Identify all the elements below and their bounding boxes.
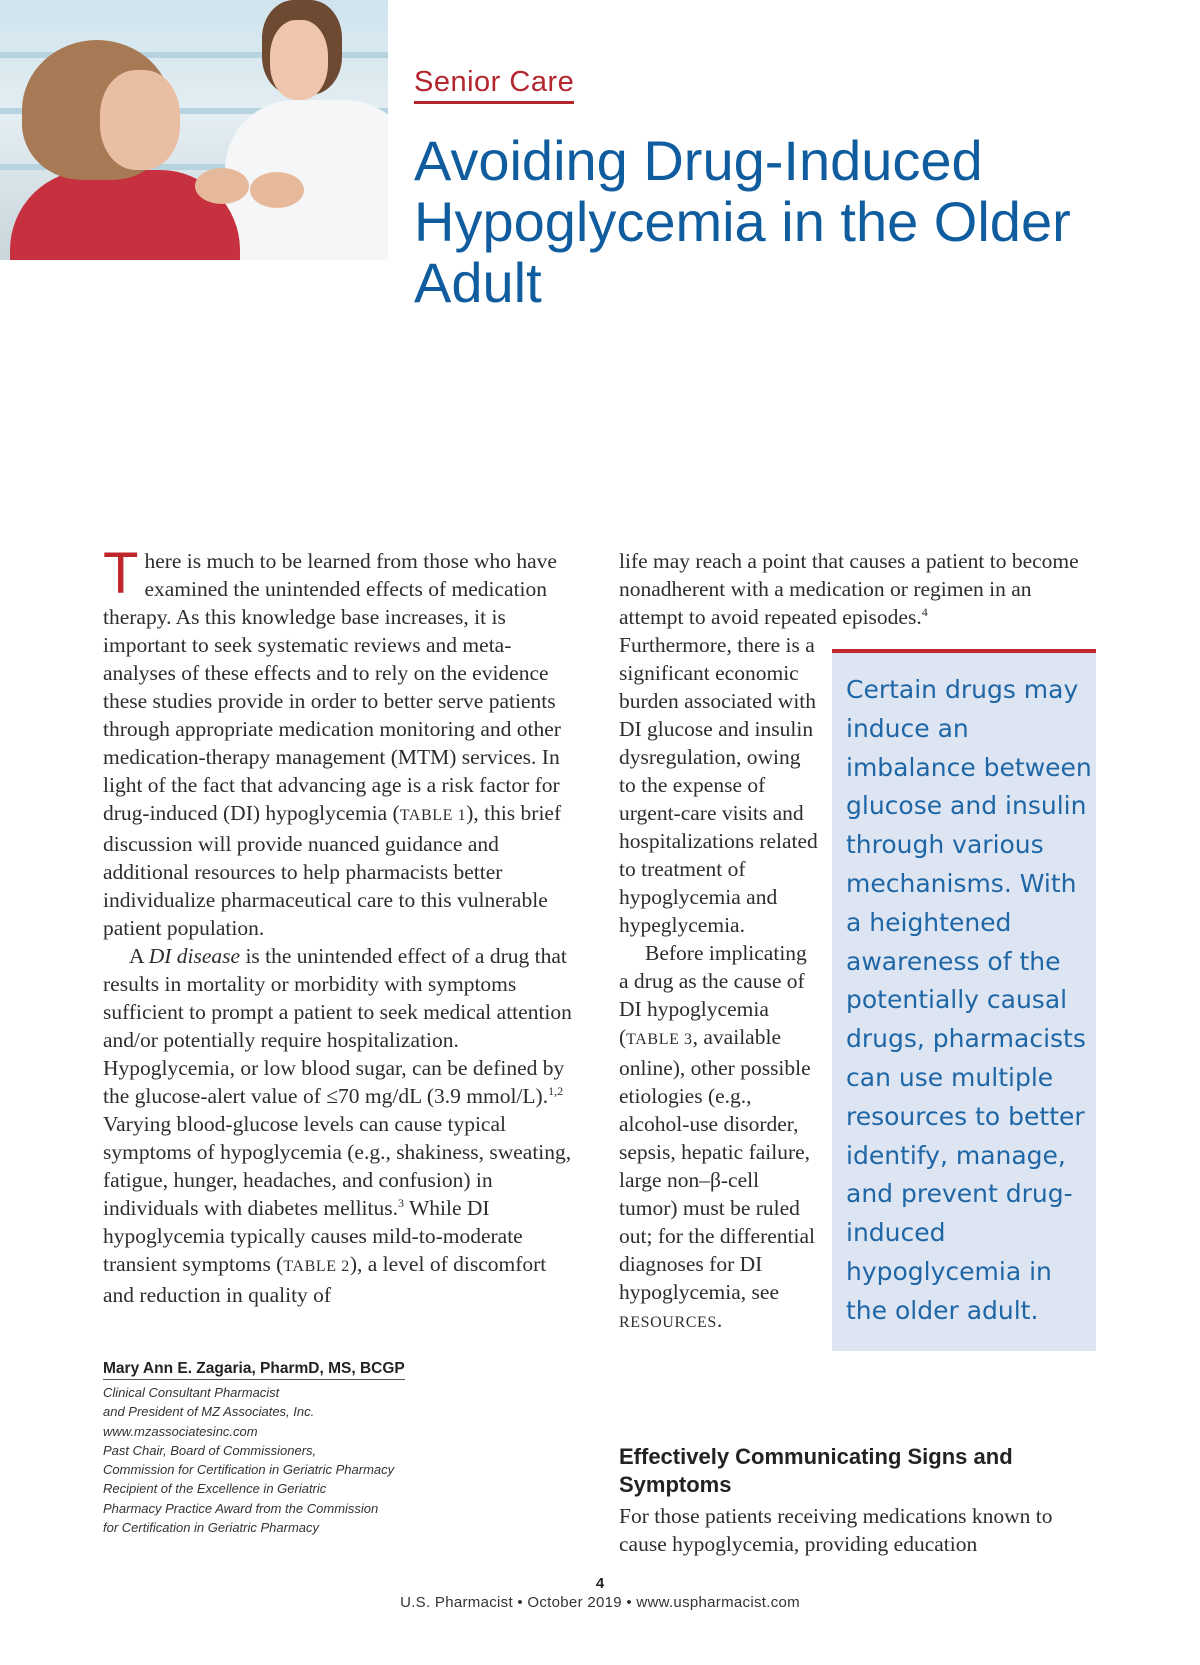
paragraph-text: While DI hypoglycemia typically causes mild-to-moderate transient symptoms ( bbox=[103, 1196, 523, 1276]
body-paragraph bbox=[619, 939, 821, 1337]
citation-ref: 3 bbox=[398, 1196, 404, 1210]
paragraph-text: , available online), other possible etiologies (e.g., alcohol-use disorder, sepsis, hepatic failure, large non–β-cell tumor) must be ruled out; for the differential diagnoses for DI hypoglycemia, see bbox=[619, 1025, 816, 1304]
table-ref: TABLE 2 bbox=[283, 1258, 350, 1275]
author-credential: Clinical Consultant Pharmacist bbox=[103, 1385, 280, 1400]
author-block bbox=[103, 1360, 433, 1537]
body-paragraph bbox=[619, 547, 1079, 939]
citation-ref: 1,2 bbox=[548, 1084, 564, 1098]
paragraph-text: Furthermore, there is a significant economic burden associated with DI glucose and insulin dysregulation, owing to the expense of urgent-care visits and hospitalizations related to treatment of hypoglycemia and hypeglycemia. bbox=[619, 633, 818, 937]
paragraph-text: A bbox=[129, 944, 149, 968]
body-column-left bbox=[103, 541, 581, 1309]
author-credential: Commission for Certification in Geriatric Pharmacy bbox=[103, 1462, 395, 1478]
paragraph-text: Varying blood-glucose levels can cause typical symptoms of hypoglycemia (e.g., shakiness, sweating, fatigue, hunger, headaches, and confusion) in individuals with diabetes mellitus. bbox=[103, 1112, 572, 1220]
table-ref: TABLE 3 bbox=[626, 1031, 693, 1048]
paragraph-text: here is much to be learned from those who have examined the unintended effects of medication therapy. As this knowledge base increases, it is important to seek systematic reviews and meta-analyses of these effects and to rely on the evidence these studies provide in order to better serve patients through appropriate medication monitoring and other medication-therapy management (MTM) services. In light of the fact that advancing age is a risk factor for drug-induced (DI) hypoglycemia ( bbox=[103, 549, 561, 825]
resources-ref: RESOURCES bbox=[619, 1314, 717, 1331]
subsection-lead-text: For those patients receiving medications known to cause hypoglycemia, providing education bbox=[619, 1504, 1053, 1556]
author-credential: for Certification in Geriatric Pharmacy bbox=[103, 1520, 320, 1536]
pharmacist-coat bbox=[225, 100, 388, 260]
table-ref: TABLE 1 bbox=[399, 807, 467, 824]
paragraph-text: is the unintended effect of a drug that results in mortality or morbidity with symptoms sufficient to prompt a patient to seek medical attention and/or potentially require hospitalization. Hypoglycemia, or low blood sugar, can be defined by the glucose-alert value of ≤70 mg/dL (3.9 mmol/L). bbox=[103, 944, 572, 1108]
drop-cap: T bbox=[103, 541, 139, 606]
wide-text bbox=[619, 547, 1087, 631]
article-title: Avoiding Drug-Induced Hypoglycemia in the Older Adult bbox=[414, 129, 1071, 314]
paragraph-text: life may reach a point that causes a patient to become nonadherent with a medication or regimen in an attempt to avoid repeated episodes. bbox=[619, 549, 1079, 629]
author-website: www.mzassociatesinc.com bbox=[103, 1423, 258, 1439]
page-number: 4 bbox=[595, 1575, 605, 1592]
paragraph-text: ), this brief discussion will provide nuanced guidance and additional resources to help pharmacists better individualize pharmaceutical care to this vulnerable patient population. bbox=[103, 801, 562, 940]
header-photo bbox=[0, 0, 388, 260]
hand-shape bbox=[250, 172, 304, 208]
paragraph-text: Before implicating a drug as the cause of DI hypoglycemia ( bbox=[619, 941, 807, 1049]
page-footer: U.S. Pharmacist • October 2019 • www.uspharmacist.com bbox=[400, 1594, 800, 1611]
author-credential: Recipient of the Excellence in Geriatric bbox=[103, 1481, 327, 1497]
emphasis-term: DI disease bbox=[148, 944, 241, 968]
paragraph-text: ), a level of discomfort and reduction in quality of bbox=[103, 1252, 547, 1307]
body-paragraph bbox=[103, 942, 581, 1309]
author-name: Mary Ann E. Zagaria, PharmD, MS, BCGP bbox=[103, 1360, 405, 1380]
hand-shape bbox=[195, 168, 249, 204]
citation-ref: 4 bbox=[921, 605, 928, 619]
body-paragraph bbox=[103, 541, 581, 942]
section-subhead: Effectively Communicating Signs and Symptoms bbox=[619, 1444, 1013, 1497]
pull-quote: Certain drugs may induce an imbalance between glucose and insulin through various mechanisms. With a heightened awareness of the potentially causal drugs, pharmacists can use multiple resources to better identify, manage, and prevent drug-induced hypoglycemia in the older adult. bbox=[832, 649, 1096, 1351]
author-credential: and President of MZ Associates, Inc. bbox=[103, 1404, 315, 1420]
patient-face bbox=[100, 70, 180, 170]
paragraph-text: . bbox=[716, 1308, 723, 1332]
author-credential: Past Chair, Board of Commissioners, bbox=[103, 1442, 317, 1458]
author-credential: Pharmacy Practice Award from the Commission bbox=[103, 1500, 379, 1516]
section-label: Senior Care bbox=[414, 66, 574, 104]
pharmacist-face bbox=[270, 20, 328, 100]
